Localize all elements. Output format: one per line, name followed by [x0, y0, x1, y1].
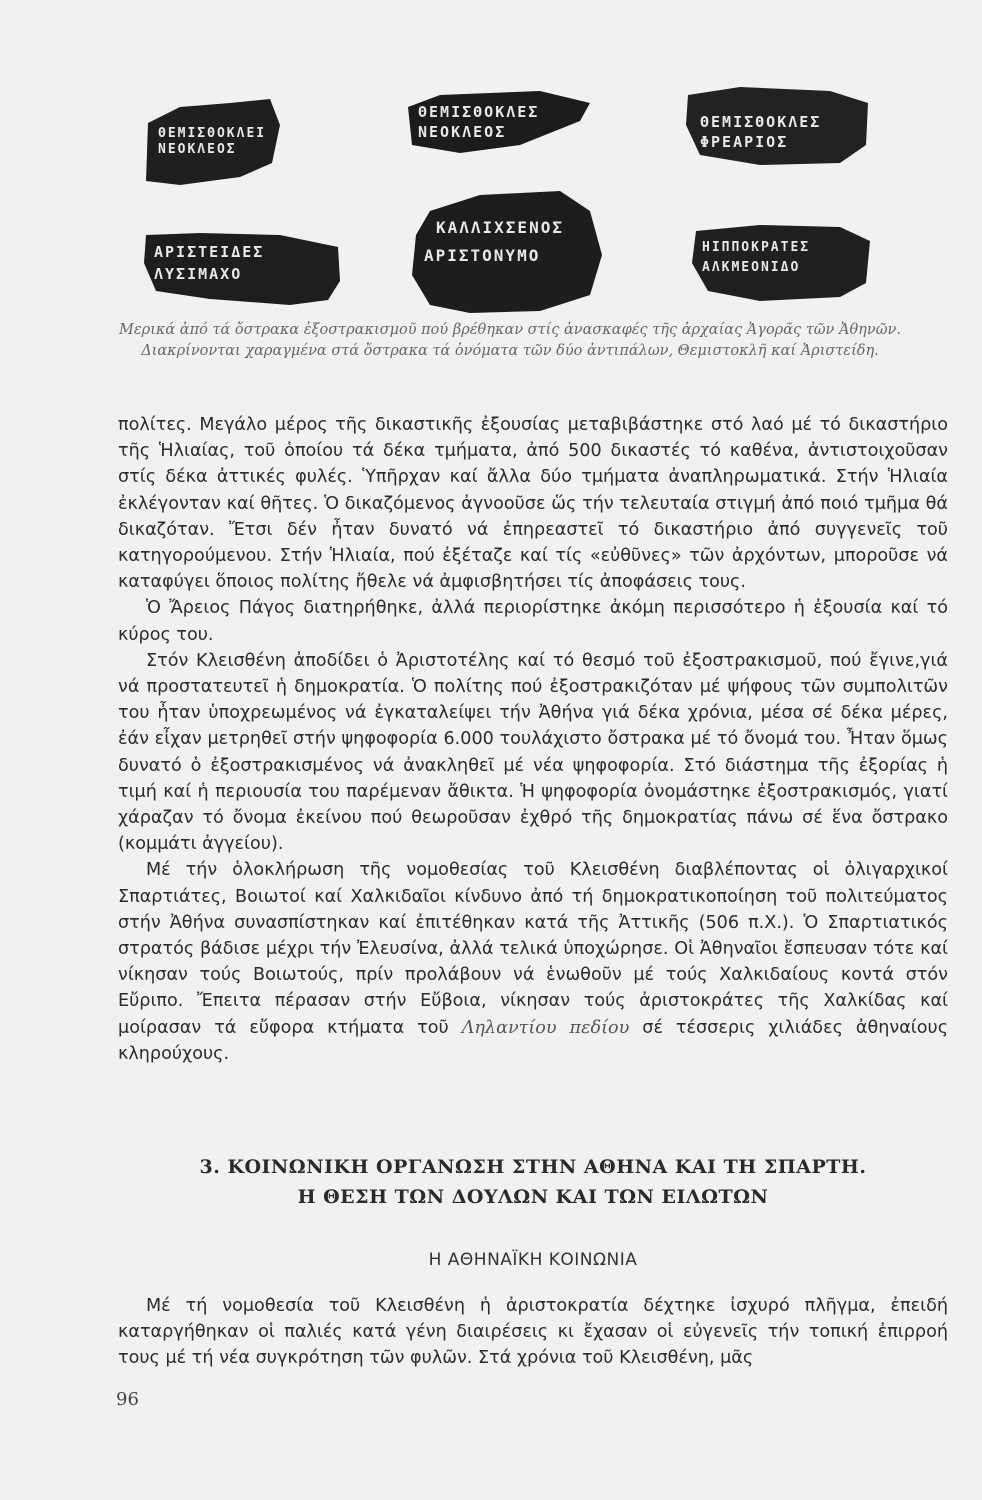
subheading: Η ΑΘΗΝΑΪΚΗ ΚΟΙΝΩΝΙΑ — [428, 1250, 638, 1270]
ostrakon-shard-6 — [692, 225, 870, 301]
shard-5-line2: ΑΡΙΣΤΟΝΥΜΟ — [424, 246, 541, 265]
shard-2-line2: ΝΕΟΚΛΕΟΣ — [418, 123, 507, 141]
paragraph-ostracism: Στόν Κλεισθένη ἀποδίδει ὁ Ἀριστοτέλης καί τό θεσμό τοῦ ἐξοστρακισμοῦ, πού ἔγινε,γιά νά προστατευτεῖ ἡ δημοκρατία. Ὁ πολίτης πού ἐξοστρακιζόταν μέ ψήφους τῶν συμπολιτῶν του ἦταν ὑποχρεωμένος νά ἐγκαταλείψει τήν Ἀθήνα γιά δέκα χρόνια, μέσα σέ δέκα μέρες, ἐάν εἶχαν μετρηθεῖ στήν ψηφοφορία 6.000 τουλάχιστο ὄστρακα μέ τό ὄνομά του. Ἦταν ὅμως δυνατό ὁ ἐξοστρακισμένος νά ἀνακληθεῖ μέ νέα ψηφοφορία. Στό διάστημα τῆς ἐξορίας ἡ τιμή καί ἡ περιουσία του παρέμεναν ἄθικτα. Ἡ ψηφοφορία ὀνομάστηκε ἐξοστρακισμός, γιατί χάραζαν τό ὄνομα ἐκείνου πού θεωροῦσαν ἐχθρό τῆς δημοκρατίας πάνω σέ ἕνα ὄστρακο (κομμάτι ἀγγείου). — [118, 650, 948, 855]
ostrakon-shard-3 — [686, 87, 868, 165]
paragraph-aristocracy: Μέ τή νομοθεσία τοῦ Κλεισθένη ἡ ἀριστοκρατία δέχτηκε ἰσχυρό πλῆγμα, ἐπειδή καταργήθηκαν οἱ παλιές κατά γένη διαιρέσεις κι ἔχασαν οἱ εὐγενεῖς τήν τοπική ἐπιρροή τους μέ τή νέα συγκρότηση τῶν φυλῶν. Στά χρόνια τοῦ Κλεισθένη, μᾶς — [118, 1296, 948, 1369]
paragraph-war-506-end: σέ τέσσερις χιλιάδες ἀθηναίους κληρούχους. — [118, 1017, 949, 1064]
lelantine-plain: Ληλαντίου πεδίου — [461, 1017, 630, 1038]
ostrakon-shard-2 — [408, 91, 590, 153]
ostraka-figure — [140, 85, 880, 330]
figure-caption: Μερικά ἀπό τά ὄστρακα ἐξοστρακισμοῦ πού βρέθηκαν στίς ἀνασκαφές τῆς ἀρχαίας Ἀγορᾶς τῶν Ἀθηνῶν. Διακρίνονται χαραγμένα στά ὄστρακα τά ὀνόματα τῶν δύο ἀντιπάλων, Θεμιστοκλῆ καί Ἀριστείδη. — [119, 322, 901, 359]
main-text — [118, 412, 948, 1067]
ostrakon-shard-1 — [146, 99, 280, 185]
section-text — [118, 1293, 948, 1372]
shard-6-line2: ΑΛΚΜΕΟΝΙΔΟ — [702, 260, 801, 275]
section-title-line1: 3. ΚΟΙΝΩΝΙΚΗ ΟΡΓΑΝΩΣΗ ΣΤΗΝ ΑΘΗΝΑ ΚΑΙ ΤΗ ΣΠΑΡΤΗ. — [199, 1156, 867, 1178]
paragraph-war-506-main: Μέ τήν ὁλοκλήρωση τῆς νομοθεσίας τοῦ Κλεισθένη διαβλέποντας οἱ ὀλιγαρχικοί Σπαρτιάτες, Βοιωτοί καί Χαλκιδαῖοι κίνδυνο ἀπό τή δημοκρατικοποίηση τοῦ πολιτεύματος στήν Ἀθήνα συνασπίστηκαν καί ἐπιτέθηκαν κατά τῆς Ἀττικῆς (506 π.Χ.). Ὁ Σπαρτιατικός στρατός βάδισε μέχρι τήν Ἐλευσίνα, ἀλλά τελικά ὑποχώρησε. Οἱ Ἀθηναῖοι ἔσπευσαν τότε καί νίκησαν τούς Βοιωτούς, πρίν προλάβουν νά ἑνωθοῦν μέ τούς Χαλκιδαίους κοντά στόν Εὔριπο. Ἔπειτα πέρασαν στήν Εὔβοια, νίκησαν τούς ἀριστοκράτες τῆς Χαλκίδας καί μοίρασαν τά εὔφορα κτήματα τοῦ — [118, 860, 948, 1038]
shard-3-line1: ΘΕΜΙΣΘΟΚΛΕΣ — [700, 113, 822, 131]
shard-4-line1: ΑΡΙΣΤΕΙΔΕΣ — [154, 243, 265, 261]
ostrakon-shard-4 — [144, 233, 340, 305]
shard-4-line2: ΛΥΣΙΜΑΧΟ — [154, 265, 243, 283]
paragraph-heliaia: πολίτες. Μεγάλο μέρος τῆς δικαστικῆς ἐξουσίας μεταβιβάστηκε στό λαό μέ τό δικαστήριο τῆς Ἡλιαίας, τοῦ ὁποίου τά δέκα τμήματα, ἀπό 500 δικαστές τό καθένα, ἀντιστοιχοῦσαν στίς δέκα ἀττικές φυλές. Ὑπῆρχαν καί ἄλλα δύο τμήματα ἀναπληρωματικά. Στήν Ἡλιαία ἐκλέγονταν καί θῆτες. Ὁ δικαζόμενος ἀγνοοῦσε ὥς τήν τελευταία στιγμή ἀπό ποιό τμῆμα θά δικαζόταν. Ἔτσι δέν ἦταν δυνατό νά ἐπηρεαστεῖ τό δικαστήριο ἀπό συγγενεῖς τοῦ κατηγορούμενου. Στήν Ἡλιαία, πού ἐξέταζε καί τίς «εὐθῦνες» τῶν ἀρχόντων, μποροῦσε νά καταφύγει ὅποιος πολίτης ἤθελε νά ἀμφισβητήσει τίς ἀποφάσεις τους. — [118, 415, 948, 593]
paragraph-areios-pagos: Ὁ Ἄρειος Πάγος διατηρήθηκε, ἀλλά περιορίστηκε ἀκόμη περισσότερο ἡ ἐξουσία καί τό κύρος του. — [118, 598, 948, 645]
paragraph-war-506 — [118, 857, 948, 1067]
ostraka-photo — [140, 85, 880, 330]
page-number: 96 — [116, 1389, 139, 1410]
shard-1-line1: ΘΕΜΙΣΘΟΚΛΕΙ — [158, 126, 267, 141]
shard-5-line1: ΚΑΛΛΙΧΣΕΝΟΣ — [436, 218, 564, 237]
shard-6-line1: ΗΙΠΠΟΚΡΑΤΕΣ — [702, 240, 811, 255]
section-title-line2: Η ΘΕΣΗ ΤΩΝ ΔΟΥΛΩΝ ΚΑΙ ΤΩΝ ΕΙΛΩΤΩΝ — [297, 1186, 769, 1208]
shard-2-line1: ΘΕΜΙΣΘΟΚΛΕΣ — [418, 103, 540, 121]
shard-1-line2: ΝΕΟΚΛΕΟΣ — [158, 142, 237, 157]
shard-3-line2: ΦΡΕΑΡΙΟΣ — [700, 133, 789, 151]
section-title — [118, 1152, 948, 1212]
ostrakon-shard-5 — [412, 191, 602, 313]
